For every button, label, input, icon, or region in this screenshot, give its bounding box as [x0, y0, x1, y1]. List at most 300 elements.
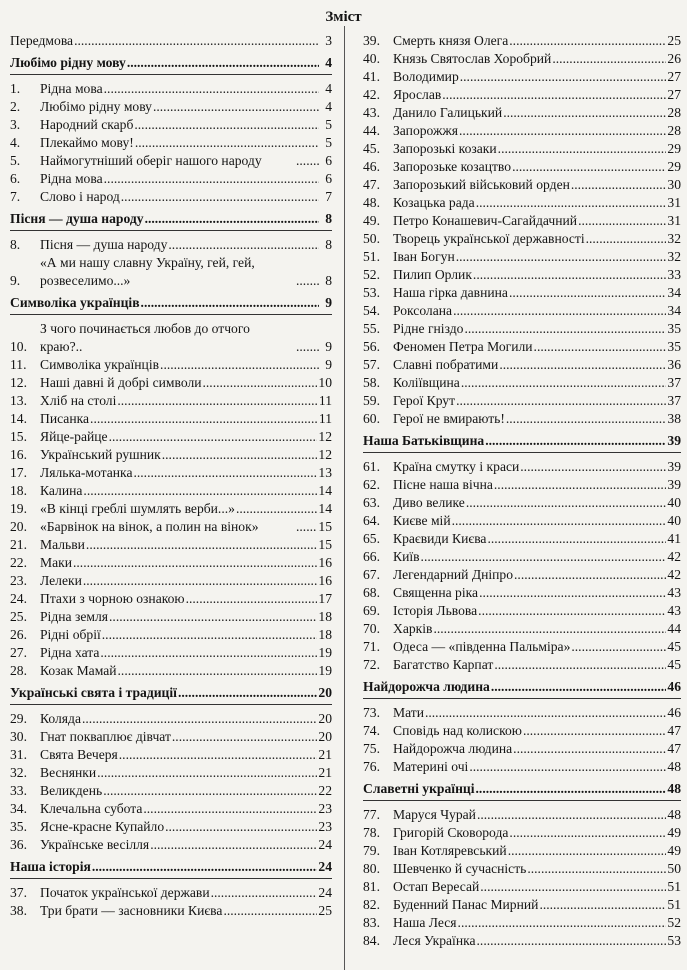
entry-number: 49.: [363, 213, 380, 228]
toc-entry[interactable]: [10, 188, 332, 206]
entry-title: Рідні обрії: [40, 627, 101, 642]
toc-section-heading[interactable]: [10, 210, 332, 231]
toc-entry[interactable]: [10, 590, 332, 608]
toc-entry[interactable]: [10, 134, 332, 152]
leader-dots: [469, 758, 666, 776]
entry-number: 34.: [10, 801, 27, 816]
entry-title: Хліб на столі: [40, 393, 117, 408]
page-number: 39: [667, 433, 681, 448]
entry-title: Запорозький військовий орден: [393, 177, 570, 192]
entry-number: 73.: [363, 705, 380, 720]
leader-dots: [133, 464, 317, 482]
leader-dots: [83, 482, 317, 500]
entry-title: Рідна мова: [40, 171, 103, 186]
toc-entry[interactable]: [10, 428, 332, 446]
leader-dots: [203, 374, 318, 392]
leader-dots: [480, 878, 666, 896]
page-number: 27: [667, 69, 681, 84]
toc-entry[interactable]: [363, 284, 681, 302]
page-number: 11: [318, 411, 332, 426]
entry-number: 18.: [10, 483, 27, 498]
leader-dots: [477, 932, 667, 950]
toc-entry[interactable]: [10, 728, 332, 746]
entry-number: 39.: [363, 33, 380, 48]
entry-number: 37.: [10, 885, 27, 900]
page-number: 6: [325, 171, 332, 186]
entry-title: Краєвиди Києва: [393, 531, 487, 546]
entry-number: 33.: [10, 783, 27, 798]
toc-entry[interactable]: [363, 356, 681, 374]
page-number: 23: [318, 801, 332, 816]
entry-number: 43.: [363, 105, 380, 120]
toc-entry[interactable]: [363, 824, 681, 842]
leader-dots: [498, 140, 667, 158]
page-number: 23: [318, 819, 332, 834]
entry-title: Запорозькі козаки: [393, 141, 497, 156]
toc-entry[interactable]: [10, 464, 332, 482]
page-number: 32: [667, 231, 681, 246]
toc-entry[interactable]: [363, 512, 681, 530]
page-number: 49: [667, 843, 681, 858]
entry-number: 47.: [363, 177, 380, 192]
toc-entry[interactable]: [10, 32, 332, 50]
page-number: 9: [325, 357, 332, 372]
entry-number: 20.: [10, 519, 27, 534]
page-number: 18: [318, 627, 332, 642]
toc-entry[interactable]: [10, 764, 332, 782]
toc-entry[interactable]: [10, 884, 332, 902]
entry-title: Смерть князя Олега: [393, 33, 509, 48]
toc-entry[interactable]: [363, 806, 681, 824]
entry-number: 6.: [10, 171, 21, 186]
toc-entry[interactable]: [363, 50, 681, 68]
entry-title: Іван Котляревський: [393, 843, 507, 858]
toc-entry[interactable]: [363, 476, 681, 494]
toc-entry[interactable]: [10, 518, 332, 536]
page-number: 48: [667, 807, 681, 822]
entry-number: 38.: [10, 903, 27, 918]
entry-title: Початок української держави: [40, 885, 210, 900]
toc-entry[interactable]: [363, 32, 681, 50]
leader-dots: [534, 338, 667, 356]
toc-entry[interactable]: [363, 302, 681, 320]
toc-entry[interactable]: [10, 320, 332, 356]
entry-title: Багатство Карпат: [393, 657, 494, 672]
toc-section-heading[interactable]: [10, 54, 332, 75]
entry-title: Славні побратими: [393, 357, 499, 372]
entry-number: 58.: [363, 375, 380, 390]
page-number: 7: [325, 189, 332, 204]
entry-title: Харків: [393, 621, 433, 636]
entry-number: 76.: [363, 759, 380, 774]
section-title: Славетні українці: [363, 781, 475, 796]
entry-title: Любімо рідну мову: [40, 99, 152, 114]
page-number: 52: [667, 915, 681, 930]
page-number: 4: [325, 99, 332, 114]
entry-number: 44.: [363, 123, 380, 138]
toc-entry[interactable]: [363, 638, 681, 656]
entry-number: 16.: [10, 447, 27, 462]
entry-title: Історія Львова: [393, 603, 478, 618]
toc-entry[interactable]: [10, 392, 332, 410]
entry-number: 14.: [10, 411, 27, 426]
toc-section-heading[interactable]: [363, 432, 681, 453]
page-number: 30: [667, 177, 681, 192]
entry-number: 70.: [363, 621, 380, 636]
toc-entry[interactable]: [363, 410, 681, 428]
toc-entry[interactable]: [363, 758, 681, 776]
page-number: 19: [318, 645, 332, 660]
entry-title: Петро Конашевич-Сагайдачний: [393, 213, 578, 228]
page-number: 4: [325, 55, 332, 70]
entry-title: Священна ріка: [393, 585, 479, 600]
leader-dots: [494, 656, 666, 674]
toc-entry[interactable]: [10, 236, 332, 254]
toc-section-heading[interactable]: [10, 684, 332, 705]
leader-dots: [165, 818, 317, 836]
page-number: 14: [318, 501, 332, 516]
page-number: 47: [667, 741, 681, 756]
toc-entry[interactable]: [363, 374, 681, 392]
toc-entry[interactable]: [363, 584, 681, 602]
toc-entry[interactable]: [10, 446, 332, 464]
page-number: 46: [667, 679, 681, 694]
toc-entry[interactable]: [363, 266, 681, 284]
toc-entry[interactable]: [363, 68, 681, 86]
entry-number: 53.: [363, 285, 380, 300]
entry-title: Диво велике: [393, 495, 465, 510]
page-number: 20: [318, 711, 332, 726]
entry-number: 67.: [363, 567, 380, 582]
toc-entry[interactable]: [363, 602, 681, 620]
entry-number: 9.: [10, 273, 21, 288]
leader-dots: [513, 740, 666, 758]
page-number: 44: [667, 621, 681, 636]
toc-entry[interactable]: [363, 392, 681, 410]
entry-title: Лялька-мотанка: [40, 465, 133, 480]
section-title: Любімо рідну мову: [10, 55, 126, 70]
toc-entry[interactable]: [363, 458, 681, 476]
toc-entry[interactable]: [10, 554, 332, 572]
toc-entry[interactable]: [10, 836, 332, 854]
entry-number: 48.: [363, 195, 380, 210]
entry-title: З чого починається любов до отчого краю?..: [40, 321, 250, 354]
entry-title: Великдень: [40, 783, 103, 798]
toc-entry[interactable]: [363, 620, 681, 638]
toc-section-heading[interactable]: [363, 780, 681, 801]
entry-title: Материні очі: [393, 759, 469, 774]
entry-number: 66.: [363, 549, 380, 564]
toc-entry[interactable]: [363, 656, 681, 674]
toc-entry[interactable]: [10, 800, 332, 818]
page-number: 15: [318, 519, 332, 534]
leader-dots: [153, 98, 319, 116]
entry-number: 63.: [363, 495, 380, 510]
column-divider: [344, 26, 345, 970]
leader-dots: [86, 536, 317, 554]
toc-entry[interactable]: [10, 482, 332, 500]
entry-title: Три брати –– засновники Києва: [40, 903, 223, 918]
page-number: 5: [325, 117, 332, 132]
entry-number: 71.: [363, 639, 380, 654]
leader-dots: [92, 858, 318, 876]
toc-entry[interactable]: [363, 740, 681, 758]
toc-section-heading[interactable]: [363, 678, 681, 699]
leader-dots: [296, 152, 319, 170]
page-number: 28: [667, 123, 681, 138]
toc-entry[interactable]: [10, 572, 332, 590]
entry-number: 55.: [363, 321, 380, 336]
leader-dots: [127, 54, 319, 72]
leader-dots: [509, 824, 666, 842]
entry-title: Яйце-райце: [40, 429, 108, 444]
page-number: 11: [318, 393, 332, 408]
toc-entry[interactable]: [363, 86, 681, 104]
page-number: 8: [325, 273, 332, 288]
leader-dots: [527, 860, 666, 878]
toc-entry[interactable]: [363, 932, 681, 950]
page-number: 38: [667, 411, 681, 426]
toc-entry[interactable]: [10, 80, 332, 98]
entry-number: 75.: [363, 741, 380, 756]
entry-title: Ярослав: [393, 87, 442, 102]
entry-title: Найдорожча людина: [393, 741, 513, 756]
entry-title: Пісне наша вічна: [393, 477, 493, 492]
leader-dots: [296, 518, 317, 536]
toc-entry[interactable]: [10, 500, 332, 518]
toc-entry[interactable]: [363, 176, 681, 194]
toc-entry[interactable]: [363, 140, 681, 158]
page-number: 29: [667, 141, 681, 156]
page-number: 39: [667, 477, 681, 492]
page-number: 51: [667, 897, 681, 912]
page-number: 24: [318, 837, 332, 852]
entry-number: 10.: [10, 339, 27, 354]
leader-dots: [456, 248, 667, 266]
entry-title: Козак Мамай: [40, 663, 117, 678]
entry-number: 27.: [10, 645, 27, 660]
leader-dots: [135, 134, 319, 152]
leader-dots: [162, 446, 318, 464]
entry-title: Князь Святослав Хоробрий: [393, 51, 552, 66]
page-number: 32: [667, 249, 681, 264]
entry-number: 19.: [10, 501, 27, 516]
page-number: 9: [325, 295, 332, 310]
entry-title: Писанка: [40, 411, 90, 426]
entry-number: 69.: [363, 603, 380, 618]
entry-number: 64.: [363, 513, 380, 528]
toc-entry[interactable]: [363, 842, 681, 860]
entry-number: 45.: [363, 141, 380, 156]
toc-entry[interactable]: [10, 170, 332, 188]
toc-entry[interactable]: [10, 536, 332, 554]
entry-number: 29.: [10, 711, 27, 726]
toc-entry[interactable]: [363, 248, 681, 266]
page-number: 20: [318, 729, 332, 744]
toc-entry[interactable]: [10, 152, 332, 170]
entry-title: Передмова: [10, 33, 74, 48]
entry-number: 3.: [10, 117, 21, 132]
entry-number: 25.: [10, 609, 27, 624]
toc-entry[interactable]: [363, 320, 681, 338]
toc-entry[interactable]: [363, 194, 681, 212]
entry-title: Леся Українка: [393, 933, 476, 948]
entry-number: 22.: [10, 555, 27, 570]
entry-title: Роксолана: [393, 303, 453, 318]
toc-entry[interactable]: [10, 254, 332, 290]
leader-dots: [186, 590, 318, 608]
entry-number: 65.: [363, 531, 380, 546]
toc-entry[interactable]: [10, 98, 332, 116]
toc-entry[interactable]: [363, 548, 681, 566]
toc-entry[interactable]: [10, 356, 332, 374]
entry-number: 46.: [363, 159, 380, 174]
entry-number: 13.: [10, 393, 27, 408]
entry-number: 80.: [363, 861, 380, 876]
section-title: Наша Батьківщина: [363, 433, 485, 448]
toc-entry[interactable]: [363, 896, 681, 914]
toc-entry[interactable]: [363, 230, 681, 248]
page-number: 20: [318, 685, 332, 700]
leader-dots: [487, 530, 666, 548]
entry-number: 51.: [363, 249, 380, 264]
entry-number: 30.: [10, 729, 27, 744]
toc-entry[interactable]: [10, 662, 332, 680]
page-number: 25: [667, 33, 681, 48]
leader-dots: [119, 746, 318, 764]
entry-title: Клечальна субота: [40, 801, 143, 816]
leader-dots: [102, 626, 318, 644]
page-number: 8: [325, 211, 332, 226]
toc-entry[interactable]: [10, 902, 332, 920]
toc-entry[interactable]: [363, 914, 681, 932]
toc-entry[interactable]: [363, 122, 681, 140]
page-number: 39: [667, 459, 681, 474]
entry-number: 77.: [363, 807, 380, 822]
leader-dots: [296, 338, 319, 356]
page-number: 16: [318, 555, 332, 570]
leader-dots: [211, 884, 318, 902]
toc-entry[interactable]: [10, 644, 332, 662]
page-number: 43: [667, 585, 681, 600]
leader-dots: [509, 32, 666, 50]
leader-dots: [476, 780, 667, 798]
page-number: 40: [667, 513, 681, 528]
toc-entry[interactable]: [10, 608, 332, 626]
page-number: 34: [667, 285, 681, 300]
entry-number: 68.: [363, 585, 380, 600]
page-number: 14: [318, 483, 332, 498]
entry-title: Пісня — душа народу: [40, 237, 168, 252]
entry-title: Рідна мова: [40, 81, 103, 96]
page-number: 48: [667, 759, 681, 774]
entry-title: Гнат покваплює дівчат: [40, 729, 171, 744]
entry-title: Пилип Орлик: [393, 267, 472, 282]
page-number: 13: [318, 465, 332, 480]
leader-dots: [578, 212, 666, 230]
toc-entry[interactable]: [363, 722, 681, 740]
toc-entry[interactable]: [363, 704, 681, 722]
leader-dots: [141, 294, 319, 312]
leader-dots: [477, 806, 666, 824]
page-number: 3: [325, 33, 332, 48]
toc-entry[interactable]: [10, 746, 332, 764]
toc-entry[interactable]: [10, 374, 332, 392]
leader-dots: [453, 302, 666, 320]
page-number: 27: [667, 87, 681, 102]
toc-entry[interactable]: [10, 116, 332, 134]
toc-entry[interactable]: [10, 410, 332, 428]
entry-title: Свята Вечеря: [40, 747, 118, 762]
page-number: 15: [318, 537, 332, 552]
page-number: 43: [667, 603, 681, 618]
entry-number: 21.: [10, 537, 27, 552]
entry-number: 5.: [10, 153, 21, 168]
toc-entry[interactable]: [10, 818, 332, 836]
toc-entry[interactable]: [10, 710, 332, 728]
entry-title: Остап Вересай: [393, 879, 480, 894]
toc-entry[interactable]: [363, 530, 681, 548]
section-title: Наша історія: [10, 859, 91, 874]
leader-dots: [499, 356, 666, 374]
entry-title: Герої не вмирають!: [393, 411, 505, 426]
page-number: 21: [318, 765, 332, 780]
toc-entry[interactable]: [10, 626, 332, 644]
leader-dots: [456, 392, 666, 410]
page-number: 37: [667, 375, 681, 390]
entry-title: Маки: [40, 555, 72, 570]
page-number: 37: [667, 393, 681, 408]
entry-title: Наша гірка давнина: [393, 285, 508, 300]
toc-entry[interactable]: [363, 566, 681, 584]
entry-title: Григорій Сковорода: [393, 825, 509, 840]
toc-entry[interactable]: [363, 212, 681, 230]
entry-number: 41.: [363, 69, 380, 84]
entry-number: 8.: [10, 237, 21, 252]
leader-dots: [476, 194, 667, 212]
toc-section-heading[interactable]: [10, 294, 332, 315]
page-number: 45: [667, 657, 681, 672]
toc-entry[interactable]: [10, 782, 332, 800]
toc-entry[interactable]: [363, 878, 681, 896]
toc-entry[interactable]: [363, 338, 681, 356]
leader-dots: [83, 572, 318, 590]
leader-dots: [478, 602, 666, 620]
leader-dots: [143, 800, 317, 818]
leader-dots: [109, 608, 317, 626]
leader-dots: [552, 50, 666, 68]
page-number: 50: [667, 861, 681, 876]
leader-dots: [74, 32, 319, 50]
page-number: 9: [325, 339, 332, 354]
toc-entry[interactable]: [363, 860, 681, 878]
entry-title: Коліївщина: [393, 375, 460, 390]
entry-number: 11.: [10, 357, 27, 372]
entry-title: Шевченко й сучасність: [393, 861, 527, 876]
entry-title: Символіка українців: [40, 357, 160, 372]
toc-section-heading[interactable]: [10, 858, 332, 879]
leader-dots: [118, 662, 318, 680]
entry-title: Козацька рада: [393, 195, 475, 210]
toc-entry[interactable]: [363, 158, 681, 176]
page-number: 31: [667, 213, 681, 228]
entry-title: Творець української державності: [393, 231, 585, 246]
entry-title: Український рушник: [40, 447, 161, 462]
entry-number: 79.: [363, 843, 380, 858]
toc-entry[interactable]: [363, 104, 681, 122]
toc-entry[interactable]: [363, 494, 681, 512]
entry-title: Володимир: [393, 69, 459, 84]
